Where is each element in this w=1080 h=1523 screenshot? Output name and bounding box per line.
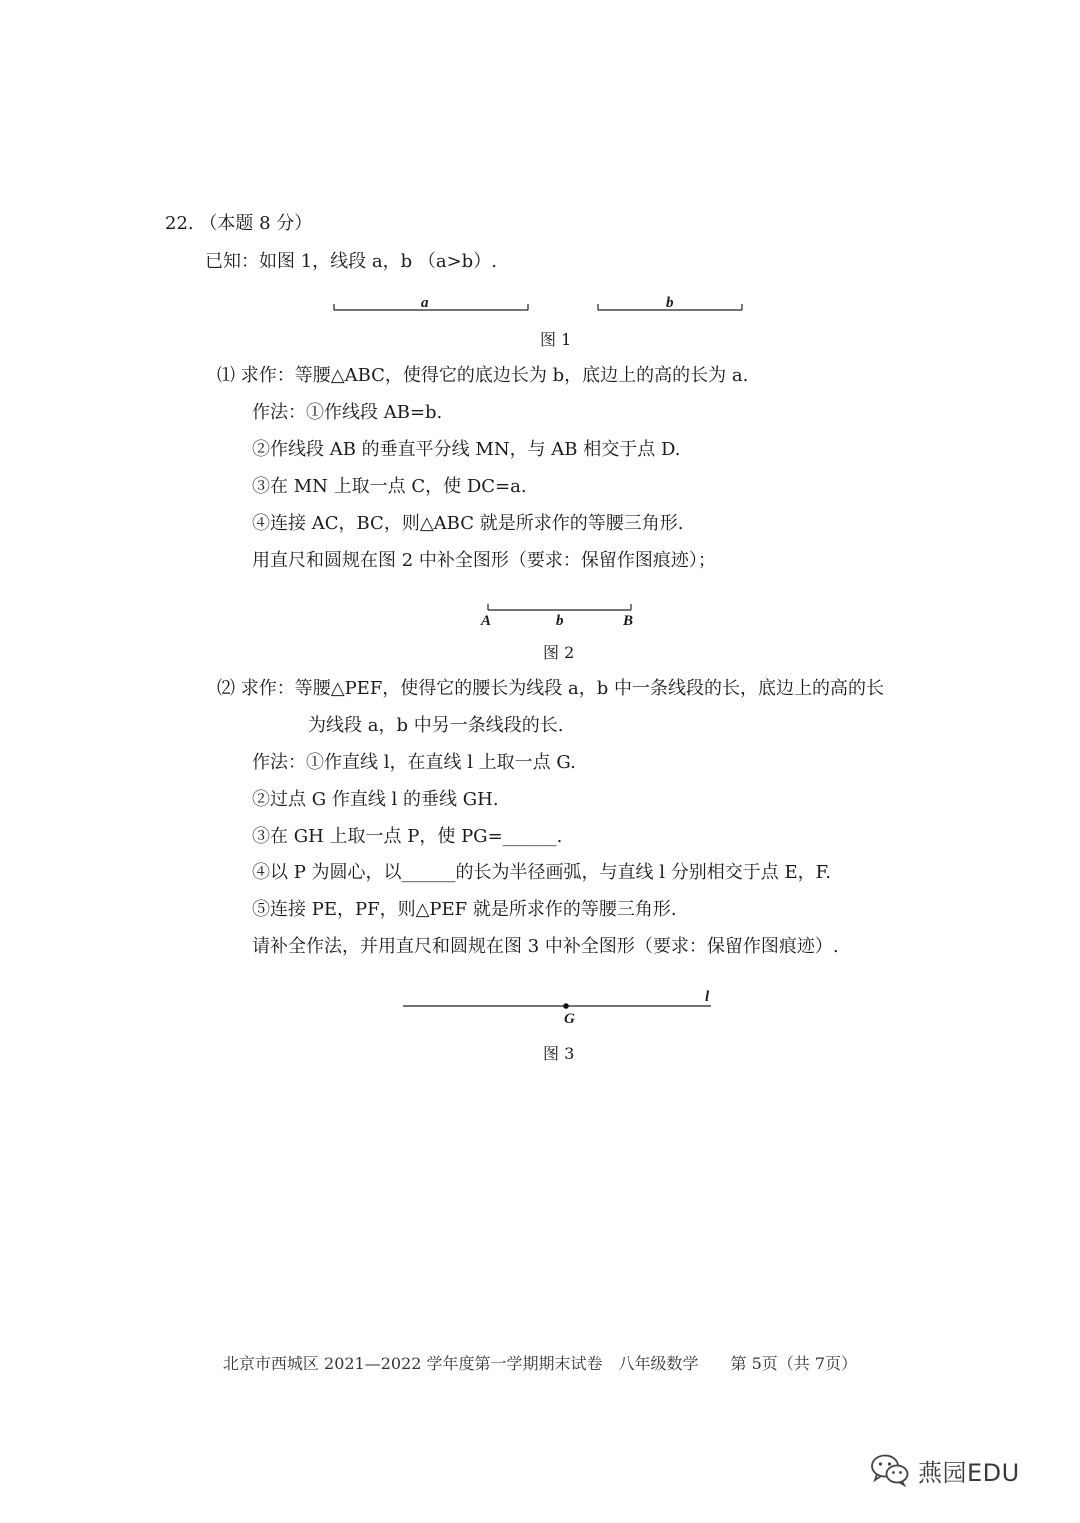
watermark bbox=[870, 1450, 1020, 1490]
label-l: l bbox=[705, 989, 710, 1005]
label-b-fig2: b bbox=[556, 613, 564, 629]
part1-task: ⑴ 求作：等腰△ABC，使得它的底边长为 b，底边上的高的长为 a. bbox=[217, 365, 749, 386]
label-G: G bbox=[564, 1011, 575, 1027]
page-footer: 北京市西城区 2021—2022 学年度第一学期期末试卷 八年级数学 第 5页（共 7页） bbox=[222, 1354, 858, 1373]
wechat-icon bbox=[870, 1453, 910, 1487]
part2-step4: ④以 P 为圆心，以______的长为半径画弧，与直线 l 分别相交于点 E，F. bbox=[252, 862, 832, 883]
part1-instruction: 用直尺和圆规在图 2 中补全图形（要求：保留作图痕迹）； bbox=[252, 550, 716, 571]
part2-instruction: 请补全作法，并用直尺和圆规在图 3 中补全图形（要求：保留作图痕迹）. bbox=[252, 936, 839, 957]
part2-step2: ②过点 G 作直线 l 的垂线 GH. bbox=[252, 789, 499, 810]
part2-task-line1: ⑵ 求作：等腰△PEF，使得它的腰长为线段 a，b 中一条线段的长，底边上的高的长 bbox=[217, 678, 884, 699]
label-B: B bbox=[623, 613, 634, 629]
question-number: 22. bbox=[165, 213, 194, 234]
part2-step3: ③在 GH 上取一点 P，使 PG=______. bbox=[252, 826, 563, 847]
segment-ab bbox=[488, 604, 631, 610]
part1-step3: ③在 MN 上取一点 C，使 DC=a. bbox=[252, 476, 527, 497]
label-a: a bbox=[421, 295, 429, 311]
figure-3-caption: 图 3 bbox=[543, 1044, 575, 1063]
given-statement: 已知：如图 1，线段 a，b （a>b）. bbox=[205, 251, 497, 272]
question-points: （本题 8 分） bbox=[199, 213, 313, 234]
point-G bbox=[563, 1003, 569, 1009]
figure-1-caption: 图 1 bbox=[540, 330, 572, 349]
part2-step5: ⑤连接 PE，PF，则△PEF 就是所求作的等腰三角形. bbox=[252, 899, 677, 920]
label-b: b bbox=[666, 295, 674, 311]
part2-task-line2: 为线段 a，b 中另一条线段的长. bbox=[308, 715, 564, 736]
figure-1 bbox=[330, 292, 750, 316]
part1-step1: 作法：①作线段 AB=b. bbox=[252, 402, 443, 423]
label-A: A bbox=[481, 613, 492, 629]
part1-step4: ④连接 AC，BC，则△ABC 就是所求作的等腰三角形. bbox=[252, 513, 684, 534]
figure-2-caption: 图 2 bbox=[543, 643, 575, 662]
figure-3 bbox=[400, 984, 720, 1026]
segment-a bbox=[334, 304, 528, 310]
question-header bbox=[165, 212, 312, 236]
part1-step2: ②作线段 AB 的垂直平分线 MN，与 AB 相交于点 D. bbox=[252, 439, 681, 460]
figure-2 bbox=[478, 600, 642, 632]
watermark-text: 燕园EDU bbox=[918, 1458, 1020, 1487]
part2-step1: 作法：①作直线 l，在直线 l 上取一点 G. bbox=[252, 752, 576, 773]
